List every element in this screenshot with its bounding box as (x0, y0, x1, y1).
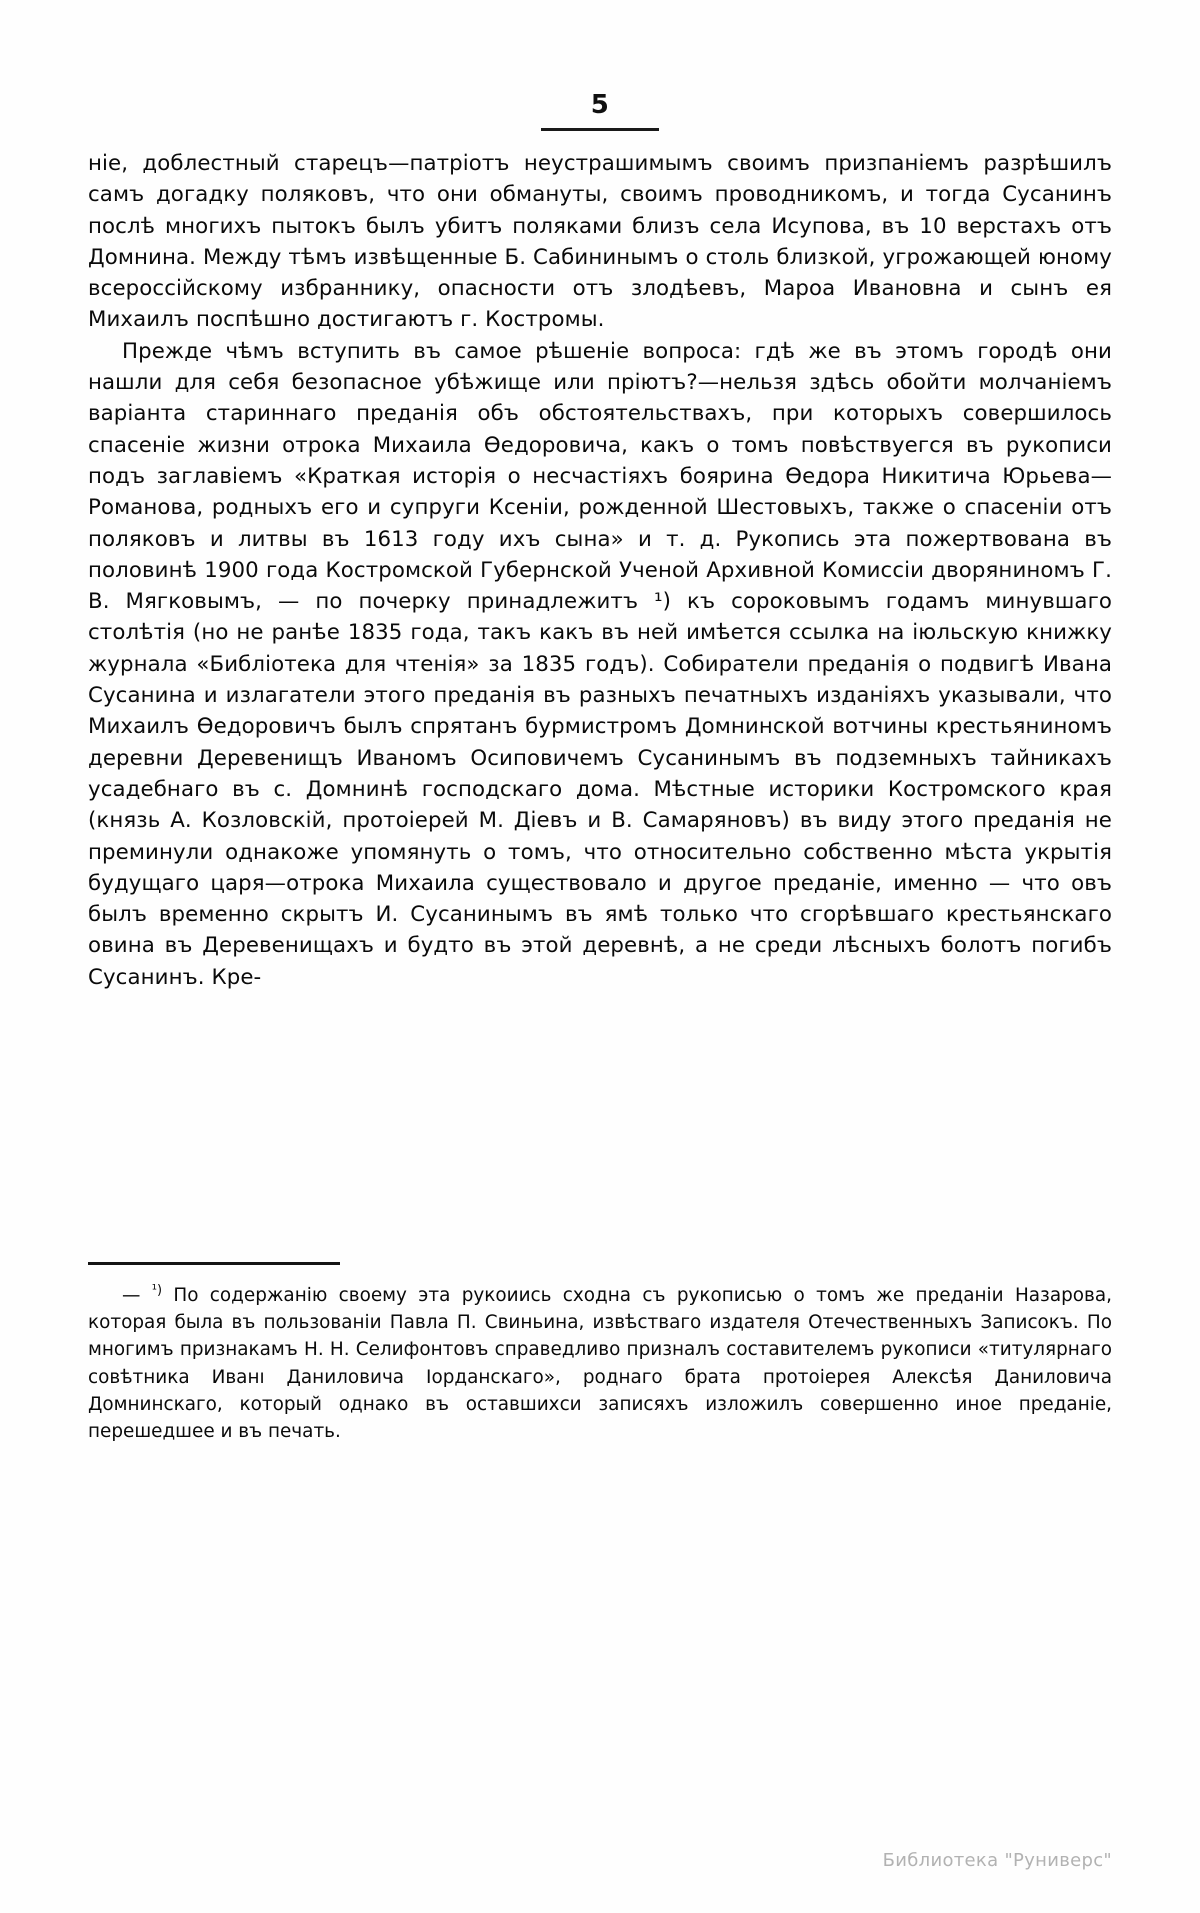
header-divider (541, 128, 659, 131)
paragraph-2: Прежде чѣмъ вступить въ самое рѣшеніе вопроса: гдѣ же въ этомъ городѣ они нашли для себя безопасное убѣжище или пріютъ?—нельзя здѣсь обойти молчаніемъ варіанта стариннаго преданія объ обстоятельствахъ, при которыхъ совершилось спасеніе жизни отрока Михаила Ѳедоровича, какъ о томъ повѣствуегся въ рукописи подъ заглавіемъ «Краткая исторія о несчастіяхъ боярина Ѳедора Никитича Юрьева—Романова, родныхъ его и супруги Ксеніи, рожденной Шестовыхъ, также о спасеніи отъ поляковъ и литвы въ 1613 году ихъ сына» и т. д. Рукопись эта пожертвована въ половинѣ 1900 года Костромской Губернской Ученой Архивной Комиссіи дворяниномъ Г. В. Мягковымъ, — по почерку принадлежитъ ¹) къ сороковымъ годамъ минувшаго столѣтія (но не ранѣе 1835 года, такъ какъ въ ней имѣется ссылка на іюльскую книжку журнала «Библіотека для чтенія» за 1835 годъ). Собиратели преданія о подвигѣ Ивана Сусанина и излагатели этого преданія въ разныхъ печатныхъ изданіяхъ указывали, что Михаилъ Ѳедоровичъ былъ спрятанъ бурмистромъ Домнинской вотчины крестьяниномъ деревни Деревенищъ Иваномъ Осиповичемъ Сусанинымъ въ подземныхъ тайникахъ усадебнаго въ с. Домнинѣ господскаго дома. Мѣстные историки Костромского края (князь А. Козловскій, протоіерей М. Діевъ и В. Самаряновъ) въ виду этого преданія не преминули однакоже упомянуть о томъ, что относительно собственно мѣста укрытія будущаго царя—отрока Михаила существовало и другое преданіе, именно — что овъ былъ временно скрытъ И. Сусанинымъ въ ямѣ только что сгорѣвшаго крестьянскаго овина въ Деревенищахъ и будто въ этой деревнѣ, а не среди лѣсныхъ болотъ погибъ Сусанинъ. Кре- (88, 338, 1112, 990)
page-number: 5 (590, 90, 610, 120)
footnote-dash: — (122, 1285, 141, 1306)
page-body (88, 148, 1112, 993)
footnote-block (88, 1282, 1112, 1445)
page-header (0, 92, 1200, 131)
footnote-marker: ¹) (151, 1282, 163, 1298)
paragraph-1: ніе, доблестный старецъ—патріотъ неустрашимымъ своимъ призпаніемъ разрѣшилъ самъ догадку поляковъ, что они обмануты, своимъ проводникомъ, и тогда Сусанинъ послѣ многихъ пытокъ былъ убитъ поляками близъ села Исупова, въ 10 верстахъ отъ Домнина. Между тѣмъ извѣщенные Б. Сабининымъ о столь близкой, угрожающей юному всероссійскому избраннику, опасности отъ злодѣевъ, Мароа Ивановна и сынъ ея Михаилъ поспѣшно достигаютъ г. Костромы. (88, 151, 1112, 333)
footnote-divider (88, 1262, 340, 1265)
footnote-text: По содержанію своему эта рукоиись сходна съ рукописью о томъ же преданіи Назарова, которая была въ пользованіи Павла П. Свиньина, извѣстваго издателя Отечественныхъ Записокъ. По многимъ признакамъ Н. Н. Селифонтовъ справедливо призналъ составителемъ рукописи «титулярнаго совѣтника Иванı Даниловича Іорданскаго», роднаго брата протоіерея Алексѣя Даниловича Домнинскаго, который однако въ оставшихси записяхъ изложилъ совершенно иное преданіе, перешедшее и въ печать. (88, 1285, 1112, 1443)
library-watermark: Библиотека "Руниверс" (882, 1850, 1112, 1871)
footnote-paragraph (88, 1282, 1112, 1445)
